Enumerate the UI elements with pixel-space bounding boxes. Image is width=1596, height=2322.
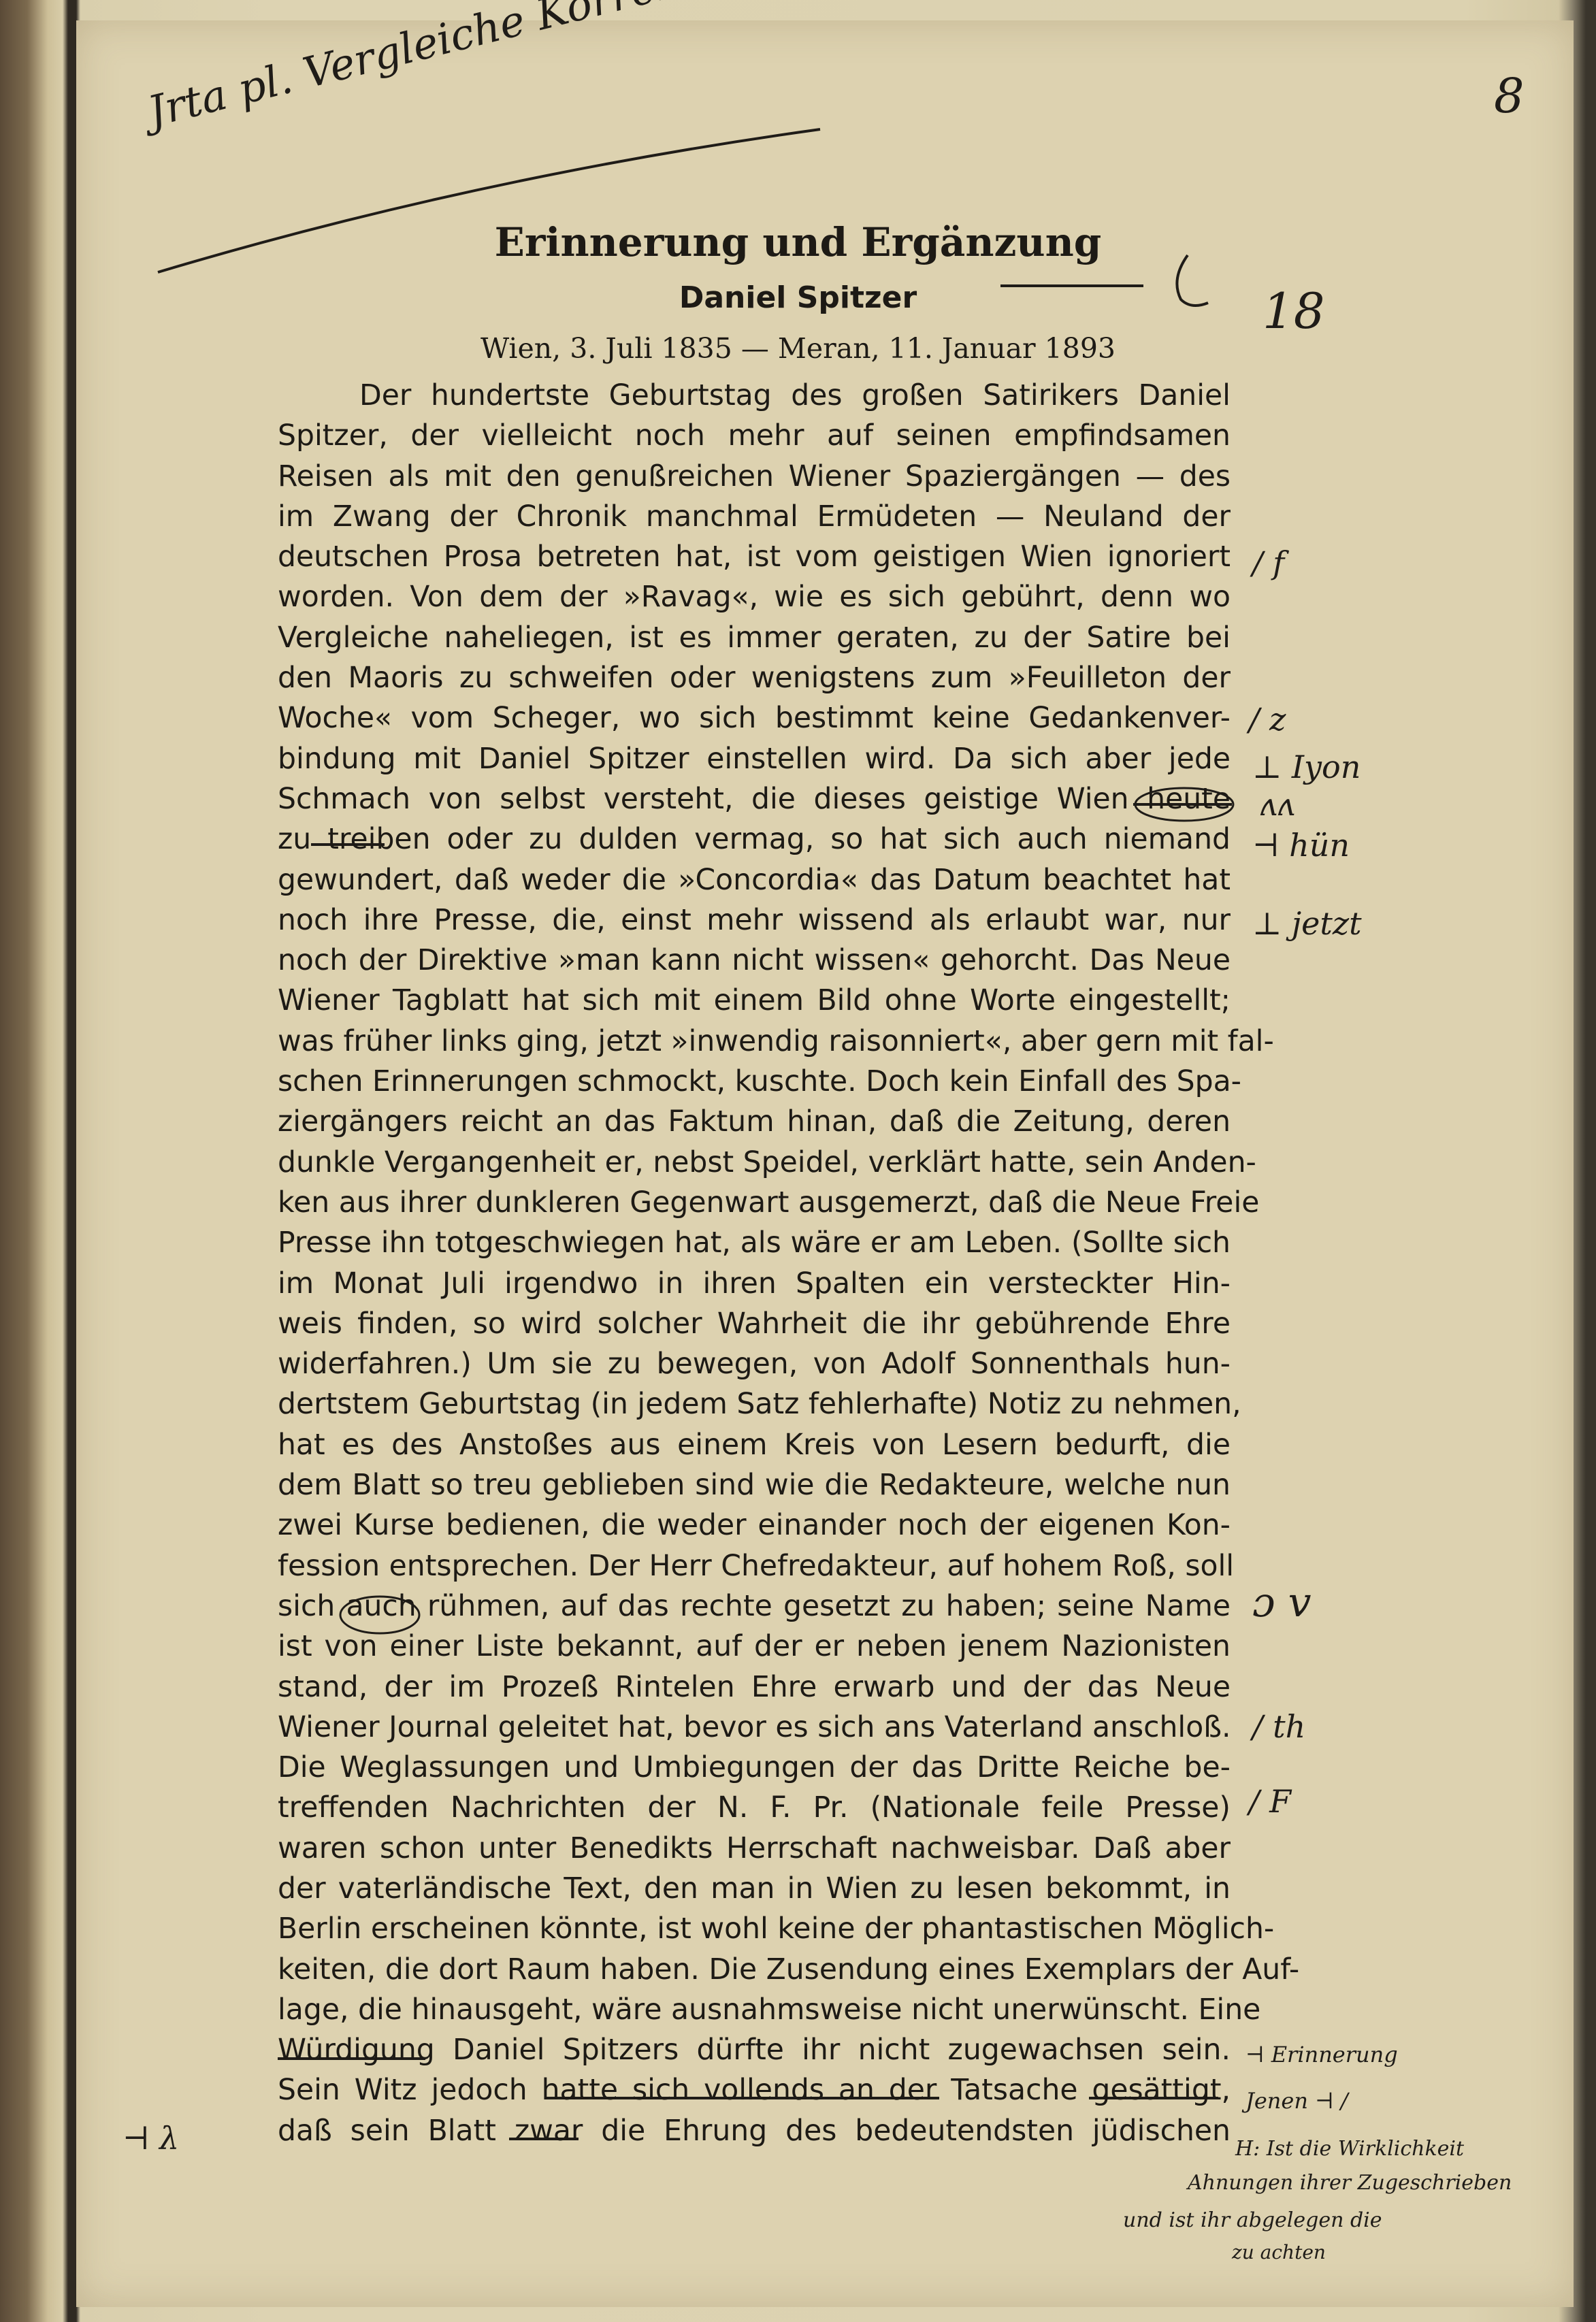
margin-note: / F <box>1249 1783 1292 1820</box>
body-line: deutschen Prosa betreten hat, ist vom geistigen Wien ignoriert <box>278 540 1231 574</box>
body-line: waren schon unter Benedikts Herrschaft nachweisbar. Daß aber <box>278 1831 1231 1865</box>
margin-note: ɔ v <box>1252 1579 1312 1626</box>
body-line: noch ihre Presse, die, einst mehr wissend als erlaubt war, nur <box>278 903 1231 937</box>
body-line: Sein Witz jedoch hatte sich vollends an der Tatsache gesättigt, <box>278 2074 1231 2108</box>
margin-note: 18 <box>1263 282 1325 340</box>
margin-note: Ahnungen ihrer Zugeschrieben <box>1188 2171 1512 2195</box>
body-line: den Maoris zu schweifen oder wenigstens zum »Feuilleton der <box>278 661 1231 696</box>
margin-note: ⊣ λ <box>123 2120 180 2157</box>
body-line: weis finden, so wird solcher Wahrheit die ihr gebührende Ehre <box>278 1307 1231 1341</box>
body-line: ist von einer Liste bekannt, auf der er neben jenem Nazionisten <box>278 1630 1231 1664</box>
margin-note: / th <box>1252 1708 1306 1745</box>
body-line: keiten, die dort Raum haben. Die Zusendung eines Exemplars der Auf- <box>278 1952 1300 1986</box>
body-line: Wiener Tagblatt hat sich mit einem Bild ohne Worte eingestellt; <box>278 984 1231 1018</box>
body-line: im Zwang der Chronik manchmal Ermüdeten — Neuland der <box>278 500 1231 534</box>
body-line: lage, die hinausgeht, wäre ausnahmsweise nicht unerwünscht. Eine <box>278 1993 1261 2027</box>
body-line: sich auch rühmen, auf das rechte gesetzt zu haben; seine Name <box>278 1589 1231 1623</box>
body-line: dunkle Vergangenheit er, nebst Speidel, verklärt hatte, sein Anden- <box>278 1145 1256 1179</box>
body-line: Die Weglassungen und Umbiegungen der das Dritte Reiche be- <box>278 1751 1231 1785</box>
body-line: ziergängers reicht an das Faktum hinan, daß die Zeitung, deren <box>278 1105 1231 1139</box>
body-line: zwei Kurse bedienen, die weder einander noch der eigenen Kon- <box>278 1509 1231 1543</box>
margin-note: zu achten <box>1232 2241 1326 2263</box>
body-line: der vaterländische Text, den man in Wien zu lesen bekommt, in <box>278 1871 1231 1906</box>
page-subtitle: Daniel Spitzer <box>679 280 917 315</box>
body-line: Berlin erscheinen könnte, ist wohl keine der phantastischen Möglich- <box>278 1912 1275 1946</box>
body-line: daß sein Blatt zwar die Ehrung des bedeutendsten jüdischen <box>278 2114 1231 2148</box>
body-line: hat es des Anstoßes aus einem Kreis von Lesern bedurft, die <box>278 1428 1231 1462</box>
body-line: bindung mit Daniel Spitzer einstellen wird. Da sich aber jede <box>278 742 1231 776</box>
body-line: dem Blatt so treu geblieben sind wie die Redakteure, welche nun <box>278 1469 1231 1503</box>
body-line: Vergleiche naheliegen, ist es immer geraten, zu der Satire bei <box>278 621 1231 655</box>
body-line: gewundert, daß weder die »Concordia« das Datum beachtet hat <box>278 863 1231 897</box>
margin-note: Jenen ⊣ / <box>1245 2088 1348 2114</box>
body-line: Woche« vom Scheger, wo sich bestimmt keine Gedankenver- <box>278 702 1231 736</box>
body-line: worden. Von dem der »Ravag«, wie es sich gebührt, denn wo <box>278 580 1231 615</box>
body-line: zu treiben oder zu dulden vermag, so hat sich auch niemand <box>278 823 1231 857</box>
margin-note: und ist ihr abgelegen die <box>1123 2208 1382 2232</box>
body-line: widerfahren.) Um sie zu bewegen, von Adolf Sonnenthals hun- <box>278 1347 1231 1381</box>
page-title: Erinnerung und Ergänzung <box>494 219 1102 265</box>
body-line: ken aus ihrer dunkleren Gegenwart ausgemerzt, daß die Neue Freie <box>278 1185 1260 1220</box>
margin-note: ⊣ Erinnerung <box>1245 2042 1398 2067</box>
body-line: noch der Direktive »man kann nicht wissen« gehorcht. Das Neue <box>278 944 1231 978</box>
margin-note: ⊥ jetzt <box>1252 905 1362 942</box>
body-line: Würdigung Daniel Spitzers dürfte ihr nicht zugewachsen sein. <box>278 2033 1231 2067</box>
body-line: Spitzer, der vielleicht noch mehr auf seinen empfindsamen <box>278 419 1231 453</box>
body-line: Wiener Journal geleitet hat, bevor es sich ans Vaterland anschloß. <box>278 1710 1231 1744</box>
date-line: Wien, 3. Juli 1835 — Meran, 11. Januar 1893 <box>480 332 1116 365</box>
body-line: fession entsprechen. Der Herr Chefredakteur, auf hohem Roß, soll <box>278 1549 1235 1583</box>
body-line: im Monat Juli irgendwo in ihren Spalten ein versteckter Hin- <box>278 1266 1231 1301</box>
body-line: Presse ihn totgeschwiegen hat, als wäre er am Leben. (Sollte sich <box>278 1226 1231 1260</box>
body-line: Reisen als mit den genußreichen Wiener Spaziergängen — des <box>278 459 1231 493</box>
body-line: stand, der im Prozeß Rintelen Ehre erwarb und der das Neue <box>278 1670 1231 1704</box>
body-line: Schmach von selbst versteht, die dieses geistige Wien heute <box>278 782 1231 816</box>
page-number: 8 <box>1494 68 1525 124</box>
body-line: dertstem Geburtstag (in jedem Satz fehlerhafte) Notiz zu nehmen, <box>278 1388 1241 1422</box>
margin-note: ʌʌ <box>1259 786 1294 823</box>
margin-note: ⊣ hün <box>1252 827 1350 864</box>
body-line: was früher links ging, jetzt »inwendig raisonniert«, aber gern mit fal- <box>278 1024 1274 1058</box>
margin-note: ⊥ Iyon <box>1252 749 1361 785</box>
body-line: schen Erinnerungen schmockt, kuschte. Doch kein Einfall des Spa- <box>278 1065 1242 1099</box>
margin-note: / z <box>1249 701 1286 738</box>
margin-note: / f <box>1252 544 1285 581</box>
body-line: Der hundertste Geburtstag des großen Satirikers Daniel <box>359 379 1231 412</box>
body-line: treffenden Nachrichten der N. F. Pr. (Nationale feile Presse) <box>278 1791 1231 1825</box>
margin-note: H: Ist die Wirklichkeit <box>1235 2137 1465 2161</box>
